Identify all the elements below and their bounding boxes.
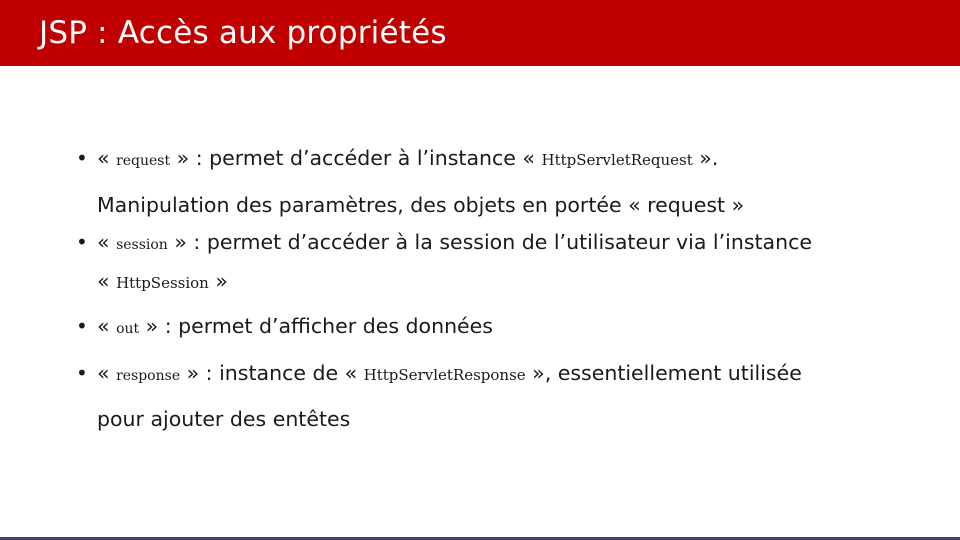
bullet-2-cont-end: » <box>208 269 228 293</box>
bullet-1-end: ». <box>692 146 719 170</box>
bullet-1-line-1 <box>97 144 718 175</box>
bullet-1-code-request: request <box>116 153 171 169</box>
bullet-4-code-response: response <box>116 368 181 384</box>
bullet-2-code-session: session <box>116 237 168 253</box>
bullet-2-open-quote: « <box>97 230 117 254</box>
bullet-2-line-2 <box>97 267 228 297</box>
bullet-3-open-quote: « <box>97 314 117 338</box>
bullet-2-line-1 <box>97 228 812 259</box>
title-bar <box>0 0 960 66</box>
bullet-3-text: » : permet d’afficher des données <box>139 314 493 338</box>
bullet-1-code-class: HttpServletRequest <box>541 151 693 169</box>
bullet-4-line-1 <box>97 359 802 390</box>
bullet-1-text: » : permet d’accéder à l’instance « <box>170 146 542 170</box>
bullet-4-line-2: pour ajouter des entêtes <box>97 407 351 431</box>
bullet-marker-1: • <box>76 146 88 170</box>
bullet-2-cont-open-quote: « <box>97 269 117 293</box>
bullet-4-text: » : instance de « <box>180 361 364 385</box>
bullet-marker-4: • <box>76 361 88 385</box>
bullet-4-open-quote: « <box>97 361 117 385</box>
bullet-1-line-2: Manipulation des paramètres, des objets en portée « request » <box>97 193 745 217</box>
bullet-3-line-1 <box>97 312 493 343</box>
bullet-1-open-quote: « <box>97 146 117 170</box>
slide-title: JSP : Accès aux propriétés <box>39 15 447 51</box>
bullet-4-end: », essentiellement utilisée <box>525 361 802 385</box>
bullet-marker-3: • <box>76 314 88 338</box>
bullet-marker-2: • <box>76 230 88 254</box>
bullet-2-text: » : permet d’accéder à la session de l’utilisateur via l’instance <box>167 230 812 254</box>
bullet-2-code-class: HttpSession <box>116 274 209 292</box>
bullet-4-code-class: HttpServletResponse <box>363 366 526 384</box>
bullet-3-code-out: out <box>116 321 140 337</box>
